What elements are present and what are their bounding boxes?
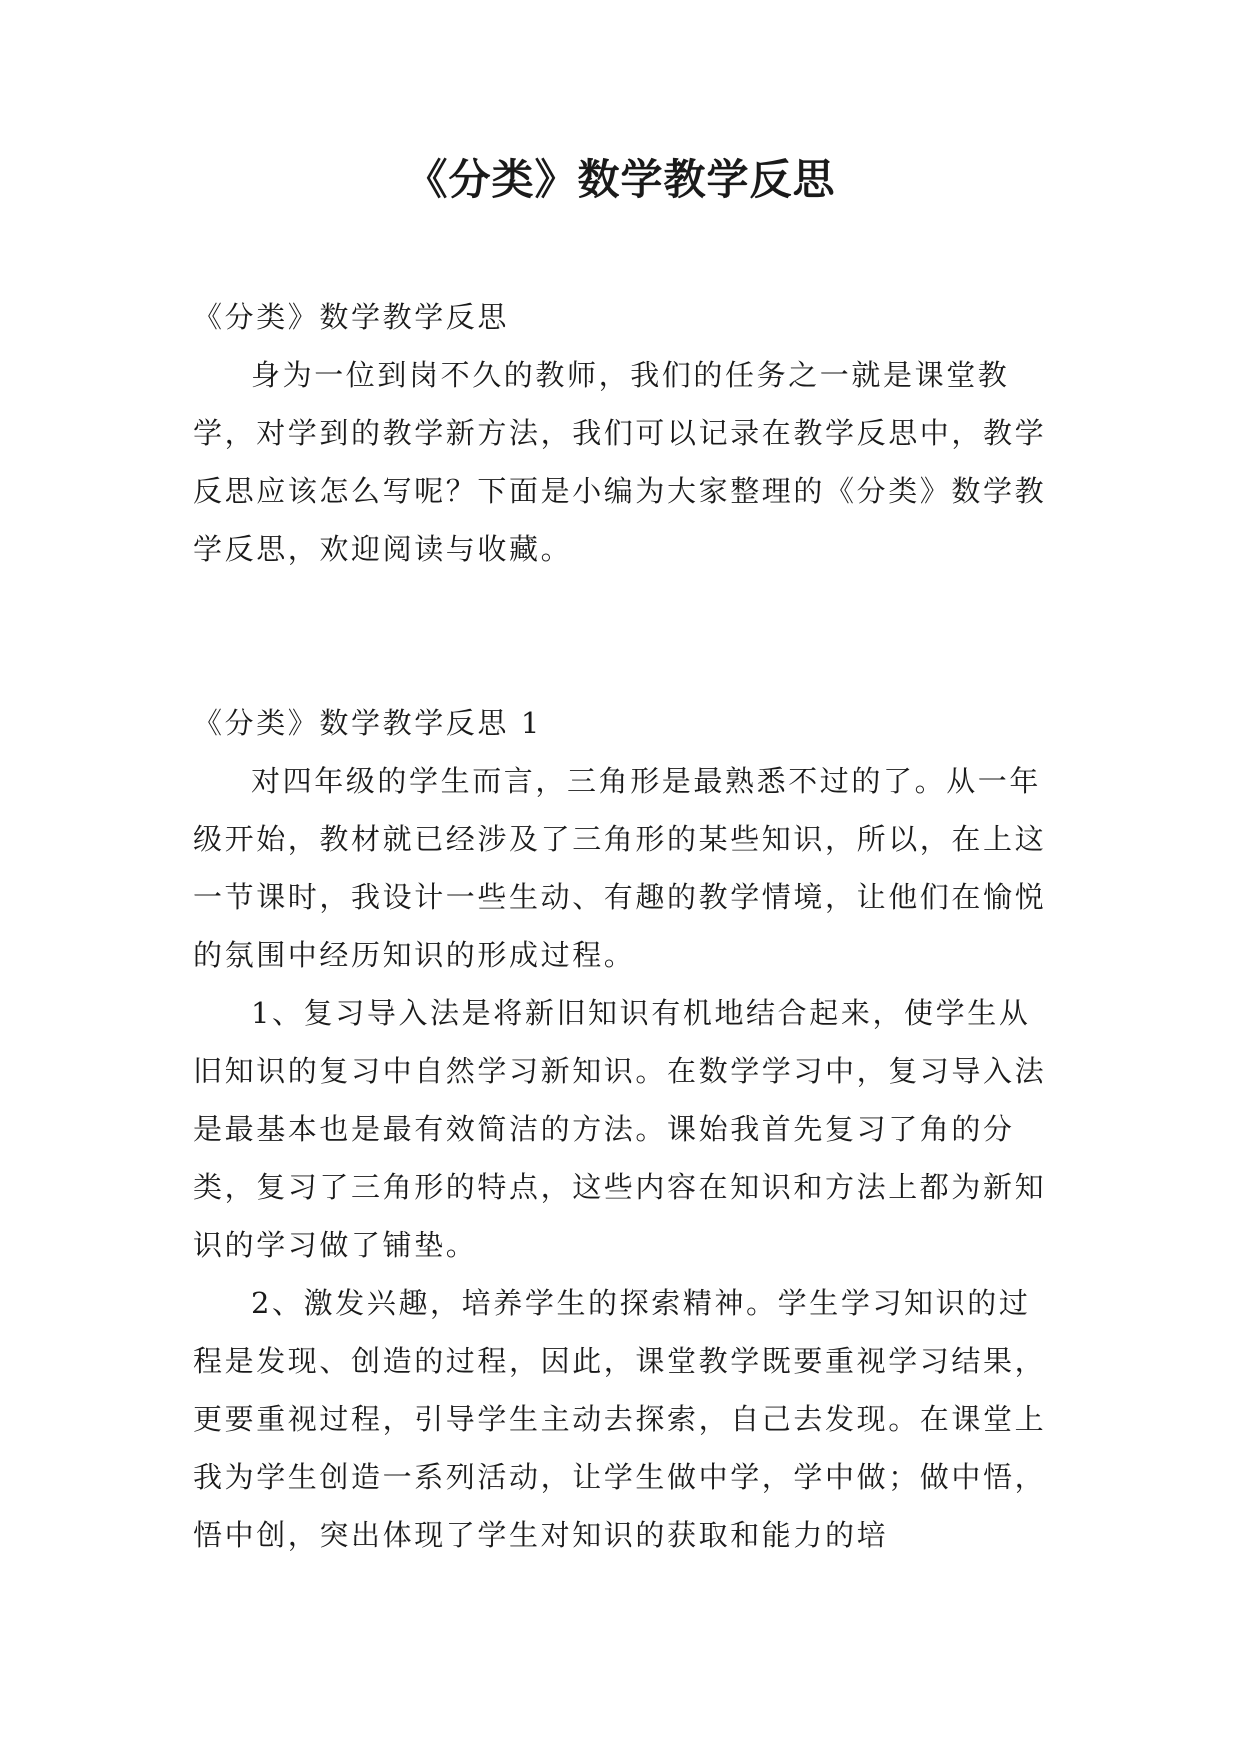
section-1-point-2: 2、激发兴趣，培养学生的探索精神。学生学习知识的过程是发现、创造的过程，因此，课堂教学既要重视学习结果，更要重视过程，引导学生主动去探索，自己去发现。在课堂上我为学生创造一系列活动，让学生做中学，学中做；做中悟，悟中创，突出体现了学生对知识的获取和能力的培	[193, 1286, 1047, 1552]
section-1-paragraph: 对四年级的学生而言，三角形是最熟悉不过的了。从一年级开始，教材就已经涉及了三角形的某些知识，所以，在上这一节课时，我设计一些生动、有趣的教学情境，让他们在愉悦的氛围中经历知识的形成过程。	[193, 764, 1047, 972]
intro-paragraph: 身为一位到岗不久的教师，我们的任务之一就是课堂教学，对学到的教学新方法，我们可以记录在教学反思中，教学反思应该怎么写呢？下面是小编为大家整理的《分类》数学教学反思，欢迎阅读与收藏。	[193, 358, 1047, 566]
section-gap	[193, 578, 1055, 694]
section-1-point-1: 1、复习导入法是将新旧知识有机地结合起来，使学生从旧知识的复习中自然学习新知识。在数学学习中，复习导入法是最基本也是最有效简洁的方法。课始我首先复习了角的分类，复习了三角形的特点，这些内容在知识和方法上都为新知识的学习做了铺垫。	[193, 996, 1047, 1262]
page-title: 《分类》数学教学反思	[405, 155, 836, 204]
document-body	[193, 288, 1055, 1564]
section-1-heading: 《分类》数学教学反思 1	[193, 706, 542, 740]
intro-heading: 《分类》数学教学反思	[193, 300, 510, 334]
